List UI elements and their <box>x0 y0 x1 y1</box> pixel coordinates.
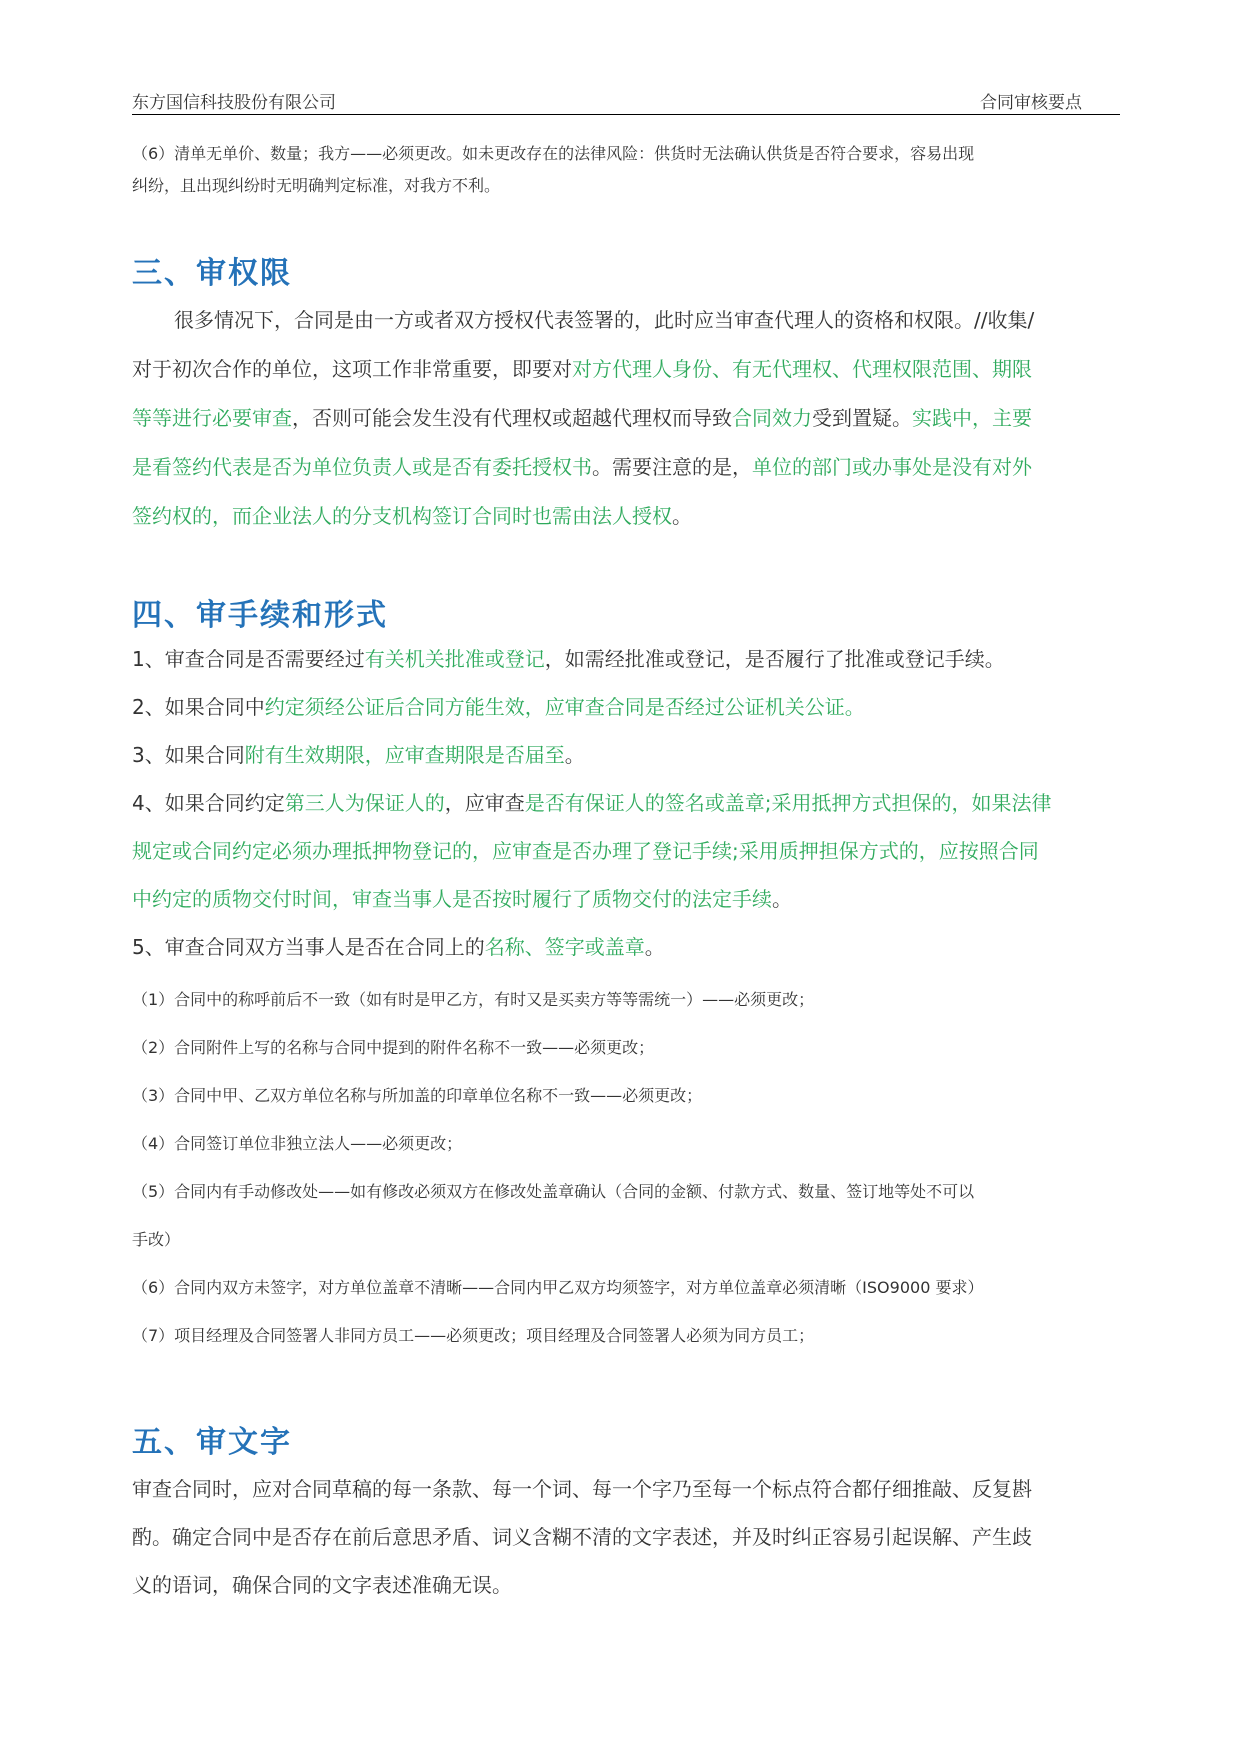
list-item-continued <box>132 875 1124 923</box>
section3-body <box>132 296 1124 541</box>
text-run: 。 <box>564 743 585 767</box>
text-run: ，如需经批准或登记，是否履行了批准或登记手续。 <box>544 647 1005 671</box>
highlight-text: 名称、签字或盖章 <box>484 935 645 959</box>
highlight-text: 等等进行必要审查 <box>132 406 292 430</box>
section5-body <box>132 1465 1124 1609</box>
section-heading: 三、审权限 <box>132 256 292 291</box>
paragraph-line <box>132 492 1124 541</box>
document-title: 合同审核要点 <box>980 93 1082 113</box>
highlight-text: 是看签约代表是否为单位负责人或是否有委托授权书 <box>132 455 592 479</box>
highlight-text: 实践中，主要 <box>912 406 1032 430</box>
highlight-text: 有关机关批准或登记 <box>364 647 545 671</box>
highlight-text: 合同效力 <box>732 406 812 430</box>
text-run: 1、审查合同是否需要经过 <box>132 647 365 671</box>
highlight-text: 附有生效期限，应审查期限是否届至 <box>244 743 565 767</box>
highlight-text: 对方代理人身份、有无代理权、代理权限范围、期限 <box>572 357 1032 381</box>
sub-item: （5）合同内有手动修改处——如有修改必须双方在修改处盖章确认（合同的金额、付款方式、数量、签订地等处不可以 <box>132 1182 975 1201</box>
highlight-text: 约定须经公证后合同方能生效，应审查合同是否经过公证机关公证。 <box>264 695 865 719</box>
sub-item: （4）合同签订单位非独立法人——必须更改； <box>132 1134 463 1153</box>
page-header <box>132 88 1120 115</box>
paragraph-line: 很多情况下，合同是由一方或者双方授权代表签署的，此时应当审查代理人的资格和权限。//收集/ <box>174 308 1035 332</box>
text-run: 2、如果合同中 <box>132 695 265 719</box>
section4-body <box>132 635 1124 971</box>
sub-item: （6）合同内双方未签字，对方单位盖章不清晰——合同内甲乙双方均须签字，对方单位盖章必须清晰（ISO9000 要求） <box>132 1278 984 1297</box>
text-run: 受到置疑。 <box>812 406 912 430</box>
top-item <box>132 138 1124 202</box>
top-item-line: 纠纷，且出现纠纷时无明确判定标准，对我方不利。 <box>132 176 501 195</box>
section-heading: 五、审文字 <box>132 1425 292 1460</box>
sub-item: （3）合同中甲、乙双方单位名称与所加盖的印章单位名称不一致——必须更改； <box>132 1086 703 1105</box>
paragraph-line <box>132 394 1124 443</box>
sub-item: （7）项目经理及合同签署人非同方员工——必须更改；项目经理及合同签署人必须为同方员工； <box>132 1326 815 1345</box>
paragraph-line <box>132 443 1124 492</box>
text-run: 。 <box>772 887 792 911</box>
text-run: 。 <box>672 504 692 528</box>
list-item <box>132 779 1124 827</box>
highlight-text: 中约定的质物交付时间，审查当事人是否按时履行了质物交付的法定手续 <box>132 887 772 911</box>
list-item <box>132 731 1124 779</box>
sub-item: （2）合同附件上写的名称与合同中提到的附件名称不一致——必须更改； <box>132 1038 655 1057</box>
sub-item: （1）合同中的称呼前后不一致（如有时是甲乙方，有时又是买卖方等等需统一）——必须更改； <box>132 990 815 1009</box>
text-run: ，应审查 <box>444 791 525 815</box>
list-item-continued: 规定或合同约定必须办理抵押物登记的，应审查是否办理了登记手续;采用质押担保方式的，应按照合同 <box>132 839 1039 863</box>
sub-items <box>132 976 1124 1360</box>
text-run: 。需要注意的是， <box>592 455 752 479</box>
top-item-line: （6）清单无单价、数量；我方——必须更改。如未更改存在的法律风险：供货时无法确认供货是否符合要求，容易出现 <box>132 144 975 163</box>
paragraph-line: 审查合同时，应对合同草稿的每一条款、每一个词、每一个字乃至每一个标点符合都仔细推敲、反复斟 <box>132 1477 1032 1501</box>
list-item <box>132 683 1124 731</box>
highlight-text: 签约权的，而企业法人的分支机构签订合同时也需由法人授权 <box>132 504 672 528</box>
text-run: 对于初次合作的单位，这项工作非常重要，即要对 <box>132 357 572 381</box>
highlight-text: 单位的部门或办事处是没有对外 <box>752 455 1032 479</box>
list-item <box>132 635 1124 683</box>
paragraph-line: 义的语词，确保合同的文字表述准确无误。 <box>132 1573 512 1597</box>
company-name: 东方国信科技股份有限公司 <box>132 93 336 113</box>
highlight-text: 是否有保证人的签名或盖章;采用抵押方式担保的，如果法律 <box>524 791 1052 815</box>
section-heading: 四、审手续和形式 <box>132 598 388 633</box>
paragraph-line: 酌。确定合同中是否存在前后意思矛盾、词义含糊不清的文字表述，并及时纠正容易引起误解、产生歧 <box>132 1525 1032 1549</box>
text-run: ，否则可能会发生没有代理权或超越代理权而导致 <box>292 406 732 430</box>
paragraph-line <box>132 345 1124 394</box>
text-run: 3、如果合同 <box>132 743 245 767</box>
highlight-text: 第三人为保证人的 <box>284 791 445 815</box>
text-run: 。 <box>644 935 665 959</box>
list-item <box>132 923 1124 971</box>
sub-item: 手改） <box>132 1230 181 1249</box>
text-run: 5、审查合同双方当事人是否在合同上的 <box>132 935 485 959</box>
text-run: 4、如果合同约定 <box>132 791 285 815</box>
